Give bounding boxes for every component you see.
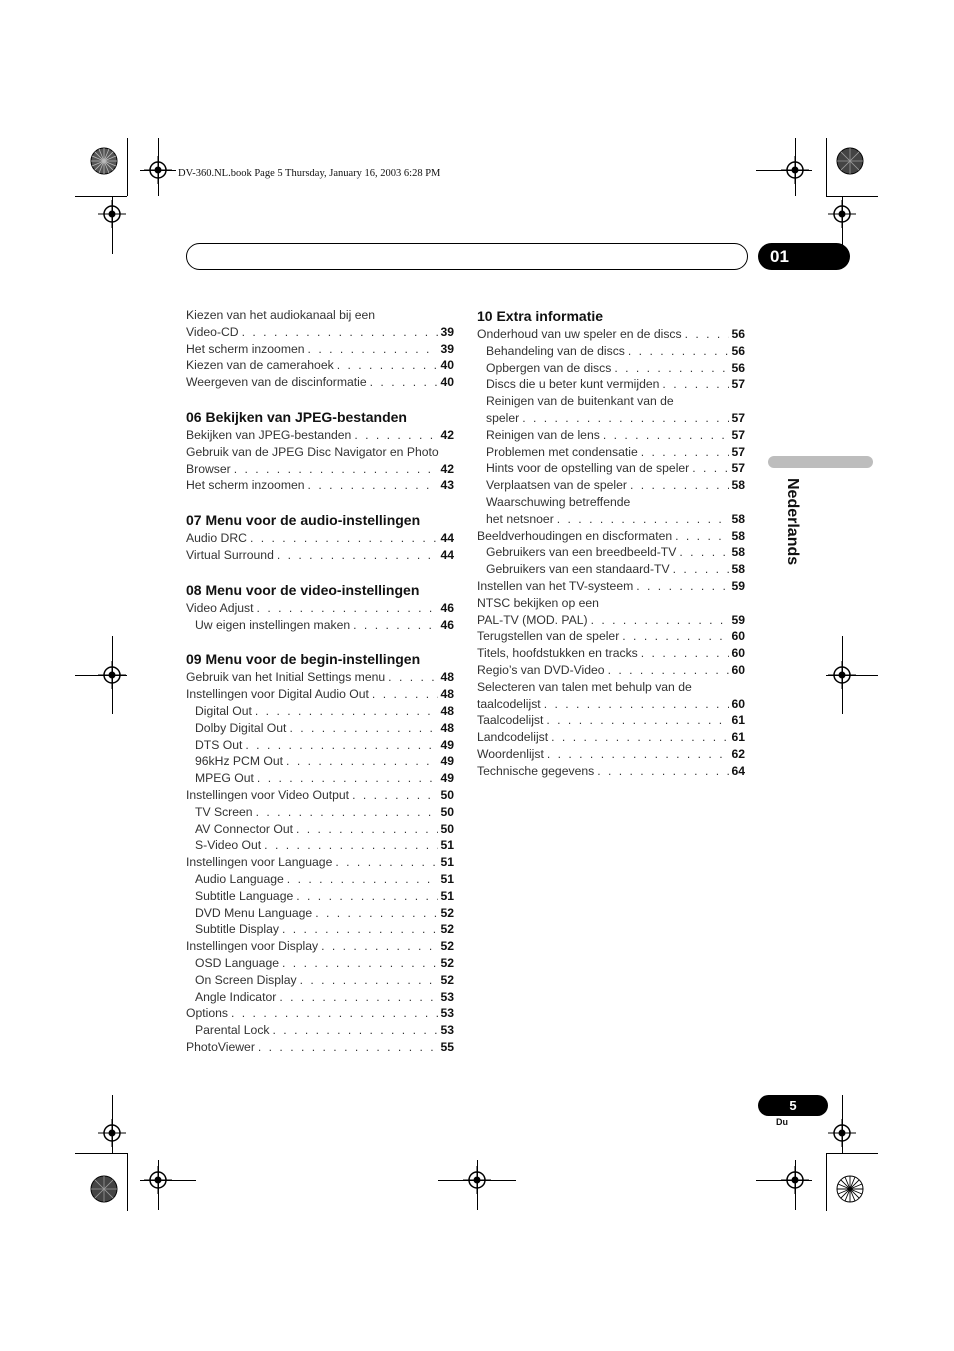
toc-page-number: 64: [731, 763, 745, 778]
print-info: DV-360.NL.book Page 5 Thursday, January 16, 2003 6:28 PM: [178, 168, 441, 179]
toc-leader-dots: [603, 427, 730, 444]
toc-entry[interactable]: [186, 938, 454, 955]
toc-entry-title: S-Video Out: [195, 838, 262, 853]
toc-page-number: 58: [731, 528, 745, 543]
toc-entry-title: OSD Language: [195, 955, 280, 970]
toc-leader-dots: [591, 612, 730, 629]
language-tab: [783, 478, 803, 578]
toc-leader-dots: [630, 477, 730, 494]
toc-leader-dots: [622, 628, 729, 645]
toc-entry-title: Titels, hoofdstukken en tracks: [477, 646, 638, 661]
toc-entry[interactable]: [186, 1022, 454, 1039]
toc-leader-dots: [353, 617, 438, 634]
toc-entry[interactable]: [477, 427, 745, 444]
toc-leader-dots: [372, 686, 439, 703]
toc-entry[interactable]: [186, 324, 454, 341]
toc-entry[interactable]: [186, 989, 454, 1006]
toc-leader-dots: [308, 341, 439, 358]
toc-page-number: 52: [440, 972, 454, 987]
toc-entry-title: Reinigen van de lens: [486, 427, 600, 442]
toc-entry-title: Opbergen van de discs: [486, 360, 612, 375]
toc-entry-title: Parental Lock: [195, 1023, 270, 1038]
toc-page-number: 42: [440, 461, 454, 476]
toc-entry[interactable]: [186, 686, 454, 703]
toc-entry[interactable]: [477, 511, 745, 528]
toc-leader-dots: [300, 972, 439, 989]
toc-entry[interactable]: [186, 972, 454, 989]
language-tab-label: Nederlands: [784, 478, 801, 566]
toc-leader-dots: [282, 955, 438, 972]
toc-entry-title: On Screen Display: [195, 972, 297, 987]
toc-leader-dots: [242, 324, 439, 341]
toc-entry-title: Instellingen voor Display: [186, 939, 319, 954]
toc-leader-dots: [258, 1039, 439, 1056]
toc-leader-dots: [673, 561, 730, 578]
toc-leader-dots: [321, 938, 438, 955]
registration-mark-icon: [98, 1119, 126, 1147]
toc-leader-dots: [597, 763, 729, 780]
toc-entry-title: PAL-TV (MOD. PAL): [477, 612, 588, 627]
toc-leader-dots: [289, 720, 438, 737]
toc-leader-dots: [662, 376, 729, 393]
toc-entry[interactable]: [477, 360, 745, 377]
toc-page-number: 58: [731, 562, 745, 577]
toc-leader-dots: [234, 461, 439, 478]
toc-entry[interactable]: [186, 1039, 454, 1056]
toc-entry-title: Regio’s van DVD-Video: [477, 662, 605, 677]
toc-entry-title: Uw eigen instellingen maken: [195, 617, 351, 632]
toc-page-number: 59: [731, 612, 745, 627]
toc-page-number: 60: [731, 662, 745, 677]
toc-page-number: 61: [731, 713, 745, 728]
toc-leader-dots: [546, 712, 729, 729]
toc-entry[interactable]: [477, 444, 745, 461]
toc-page-number: 57: [731, 377, 745, 392]
toc-entry-title: Onderhoud van uw speler en de discs: [477, 327, 682, 341]
toc-entry[interactable]: [477, 561, 745, 578]
toc-entry[interactable]: [186, 341, 454, 358]
toc-entry-title: Taalcodelijst: [477, 713, 544, 728]
registration-mark-icon: [828, 1119, 856, 1147]
toc-page-number: 57: [731, 410, 745, 425]
toc-page-number: 57: [731, 461, 745, 476]
toc-leader-dots: [286, 753, 438, 770]
toc-entry-title: Gebruikers van een breedbeeld-TV: [486, 545, 677, 560]
toc-entry[interactable]: [477, 460, 745, 477]
toc-page-number: 39: [440, 324, 454, 339]
toc-page-number: 60: [731, 646, 745, 661]
toc-entry-title: Bekijken van JPEG-bestanden: [186, 427, 352, 442]
toc-entry[interactable]: [477, 343, 745, 360]
toc-leader-dots: [692, 460, 729, 477]
toc-entry[interactable]: [186, 617, 454, 634]
toc-entry-title: Video-CD: [186, 324, 239, 339]
toc-entry[interactable]: [477, 645, 745, 662]
toc-page-number: 50: [440, 821, 454, 836]
toc-page-number: 51: [440, 855, 454, 870]
toc-leader-dots: [264, 837, 438, 854]
toc-entry[interactable]: [186, 804, 454, 821]
toc-entry-title: Beeldverhoudingen en discformaten: [477, 528, 673, 543]
registration-mark-icon: [828, 661, 856, 689]
toc-entry-title: AV Connector Out: [195, 821, 293, 836]
toc-entry-title: Browser: [186, 461, 231, 476]
toc-entry[interactable]: [186, 854, 454, 871]
toc-leader-dots: [636, 578, 729, 595]
toc-leader-dots: [335, 854, 438, 871]
toc-entry-title: Instellen van het TV-systeem: [477, 578, 634, 593]
toc-page-number: 52: [440, 955, 454, 970]
toc-page-number: 43: [440, 478, 454, 493]
toc-page-number: 48: [440, 720, 454, 735]
toc-page-number: 46: [440, 617, 454, 632]
registration-mark-icon: [781, 1166, 809, 1194]
toc-entry[interactable]: [186, 669, 454, 686]
toc-leader-dots: [277, 547, 439, 564]
toc-entry-title: Subtitle Display: [195, 922, 279, 937]
toc-left-column: [186, 307, 454, 1056]
toc-text-line: Gebruik van de JPEG Disc Navigator en Photo: [186, 444, 439, 459]
toc-leader-dots: [608, 662, 730, 679]
toc-leader-dots: [287, 871, 439, 888]
toc-page-number: 50: [440, 804, 454, 819]
toc-entry[interactable]: [477, 628, 745, 645]
toc-leader-dots: [522, 410, 729, 427]
print-rosette-icon: [836, 1175, 864, 1203]
toc-entry-title: Terugstellen van de speler: [477, 629, 620, 644]
toc-page-number: 52: [440, 922, 454, 937]
toc-entry[interactable]: [186, 427, 454, 444]
toc-leader-dots: [628, 343, 730, 360]
toc-entry[interactable]: [477, 746, 745, 763]
toc-page-number: 52: [440, 905, 454, 920]
toc-entry[interactable]: [477, 612, 745, 629]
toc-page-number: 51: [440, 871, 454, 886]
toc-page-number: 52: [440, 939, 454, 954]
toc-entry[interactable]: [186, 921, 454, 938]
toc-page-number: 56: [731, 327, 745, 341]
toc-leader-dots: [315, 905, 438, 922]
toc-entry[interactable]: [186, 787, 454, 804]
toc-page-number: 46: [440, 600, 454, 615]
toc-leader-dots: [257, 600, 439, 617]
toc-entry-title: Virtual Surround: [186, 547, 274, 562]
toc-entry-title: Gebruikers van een standaard-TV: [486, 562, 670, 577]
toc-leader-dots: [641, 645, 730, 662]
toc-entry-title: Subtitle Language: [195, 888, 294, 903]
toc-entry[interactable]: [186, 871, 454, 888]
page-number: 5: [758, 1095, 828, 1116]
toc-entry-title: Audio DRC: [186, 531, 247, 546]
toc-page-number: 53: [440, 989, 454, 1004]
toc-entry[interactable]: [186, 753, 454, 770]
toc-entry-title: Digital Out: [195, 703, 252, 718]
toc-entry[interactable]: [477, 712, 745, 729]
toc-page-number: 58: [731, 511, 745, 526]
toc-leader-dots: [641, 444, 730, 461]
toc-entry-title: 96kHz PCM Out: [195, 754, 284, 769]
toc-text-line: Kiezen van het audiokanaal bij een: [186, 308, 376, 322]
toc-page-number: 59: [731, 578, 745, 593]
toc-page-number: 48: [440, 670, 454, 685]
registration-mark-icon: [463, 1166, 491, 1194]
toc-entry-title: speler: [486, 410, 520, 425]
toc-leader-dots: [551, 729, 729, 746]
toc-section-heading[interactable]: 07 Menu voor de audio-instellingen: [186, 512, 421, 529]
toc-leader-dots: [557, 511, 730, 528]
toc-page-number: 40: [440, 375, 454, 390]
toc-entry-title: TV Screen: [195, 804, 253, 819]
toc-entry[interactable]: [186, 821, 454, 838]
toc-leader-dots: [547, 746, 730, 763]
toc-leader-dots: [245, 737, 438, 754]
toc-entry[interactable]: [186, 888, 454, 905]
toc-entry[interactable]: [186, 374, 454, 391]
toc-leader-dots: [544, 696, 730, 713]
toc-leader-dots: [388, 669, 438, 686]
toc-leader-dots: [296, 888, 438, 905]
toc-entry[interactable]: [186, 530, 454, 547]
toc-entry-title: PhotoViewer: [186, 1039, 255, 1054]
toc-leader-dots: [257, 770, 439, 787]
toc-entry[interactable]: [186, 703, 454, 720]
toc-section-heading[interactable]: 06 Bekijken van JPEG-bestanden: [186, 408, 407, 425]
toc-entry-title: Options: [186, 1006, 229, 1021]
toc-page-number: 50: [440, 787, 454, 802]
toc-entry-title: Landcodelijst: [477, 730, 549, 745]
toc-page-number: 57: [731, 427, 745, 442]
chapter-number: 01: [758, 243, 850, 270]
toc-entry[interactable]: [186, 547, 454, 564]
toc-entry-title: Audio Language: [195, 871, 284, 886]
toc-leader-dots: [296, 821, 438, 838]
toc-entry-title: Instellingen voor Language: [186, 855, 333, 870]
print-rosette-icon: [90, 1175, 118, 1203]
toc-entry[interactable]: [186, 955, 454, 972]
toc-leader-dots: [231, 1005, 438, 1022]
toc-entry-title: DTS Out: [195, 737, 243, 752]
toc-entry-title: DVD Menu Language: [195, 905, 313, 920]
registration-mark-icon: [98, 200, 126, 228]
toc-leader-dots: [273, 1022, 439, 1039]
toc-page-number: 40: [440, 358, 454, 373]
toc-leader-dots: [256, 804, 439, 821]
registration-mark-icon: [98, 661, 126, 689]
toc-page-number: 42: [440, 427, 454, 442]
toc-entry-title: Hints voor de opstelling van de speler: [486, 461, 690, 476]
toc-leader-dots: [250, 530, 438, 547]
toc-leader-dots: [614, 360, 729, 377]
toc-page-number: 60: [731, 696, 745, 711]
toc-leader-dots: [370, 374, 439, 391]
toc-entry-title: Woordenlijst: [477, 746, 544, 761]
toc-entry-title: Technische gegevens: [477, 763, 595, 778]
toc-page-number: 39: [440, 341, 454, 356]
toc-entry-title: Problemen met condensatie: [486, 444, 638, 459]
toc-page-number: 44: [440, 547, 454, 562]
toc-entry-title: het netsnoer: [486, 511, 554, 526]
toc-entry[interactable]: [477, 763, 745, 780]
registration-mark-icon: [144, 156, 172, 184]
toc-right-column: [477, 307, 745, 780]
toc-section-heading[interactable]: 10 Extra informatie: [477, 308, 604, 324]
toc-leader-dots: [685, 326, 730, 343]
toc-page-number: 55: [440, 1039, 454, 1054]
registration-mark-icon: [144, 1166, 172, 1194]
toc-page-number: 49: [440, 771, 454, 786]
toc-leader-dots: [679, 544, 729, 561]
toc-page-number: 48: [440, 703, 454, 718]
toc-entry[interactable]: [477, 410, 745, 427]
toc-entry[interactable]: [186, 461, 454, 478]
toc-entry[interactable]: [186, 905, 454, 922]
toc-entry-title: Het scherm inzoomen: [186, 478, 305, 493]
toc-leader-dots: [308, 477, 439, 494]
toc-entry-title: Gebruik van het Initial Settings menu: [186, 670, 386, 685]
toc-entry[interactable]: [477, 528, 745, 545]
toc-leader-dots: [279, 989, 438, 1006]
toc-entry-title: MPEG Out: [195, 771, 254, 786]
toc-page-number: 53: [440, 1023, 454, 1038]
toc-page-number: 49: [440, 754, 454, 769]
toc-entry-title: Verplaatsen van de speler: [486, 478, 627, 493]
toc-text-line: Selecteren van talen met behulp van de: [477, 679, 692, 694]
toc-section-heading[interactable]: 08 Menu voor de video-instellingen: [186, 581, 420, 598]
toc-entry[interactable]: [477, 696, 745, 713]
toc-text-line: Waarschuwing betreffende: [486, 494, 631, 509]
toc-entry-title: Behandeling van de discs: [486, 343, 625, 358]
toc-entry[interactable]: [186, 770, 454, 787]
toc-page-number: 61: [731, 730, 745, 745]
toc-leader-dots: [352, 787, 438, 804]
toc-entry-title: Weergeven van de discinformatie: [186, 375, 367, 390]
registration-mark-icon: [781, 156, 809, 184]
toc-text-line: Reinigen van de buitenkant van de: [486, 394, 674, 409]
toc-entry[interactable]: [477, 578, 745, 595]
language-code: Du: [776, 1117, 788, 1127]
toc-entry[interactable]: [477, 477, 745, 494]
toc-page-number: 62: [731, 746, 745, 761]
toc-leader-dots: [337, 357, 439, 374]
toc-entry[interactable]: [477, 544, 745, 561]
language-tab-bar: [768, 456, 873, 468]
toc-page-number: 56: [731, 343, 745, 358]
print-rosette-icon: [90, 147, 118, 175]
toc-entry-title: Het scherm inzoomen: [186, 341, 305, 356]
toc-entry[interactable]: [186, 837, 454, 854]
toc-entry-title: Instellingen voor Video Output: [186, 787, 350, 802]
toc-text-line: NTSC bekijken op een: [477, 595, 599, 610]
toc-entry[interactable]: [186, 1005, 454, 1022]
toc-page-number: 58: [731, 545, 745, 560]
toc-entry[interactable]: [477, 376, 745, 393]
toc-entry-title: Dolby Digital Out: [195, 720, 287, 735]
toc-entry-title: taalcodelijst: [477, 696, 541, 711]
toc-page-number: 49: [440, 737, 454, 752]
toc-leader-dots: [282, 921, 438, 938]
toc-entry[interactable]: [186, 737, 454, 754]
toc-leader-dots: [675, 528, 729, 545]
toc-page-number: 48: [440, 687, 454, 702]
print-rosette-icon: [836, 147, 864, 175]
toc-entry-title: Discs die u beter kunt vermijden: [486, 377, 660, 392]
toc-entry[interactable]: [186, 357, 454, 374]
toc-entry[interactable]: [186, 720, 454, 737]
toc-page-number: 51: [440, 888, 454, 903]
toc-entry-title: Video Adjust: [186, 600, 254, 615]
toc-entry-title: Angle Indicator: [195, 989, 277, 1004]
toc-entry[interactable]: [186, 477, 454, 494]
header-bar: [186, 243, 748, 270]
toc-page-number: 53: [440, 1006, 454, 1021]
registration-mark-icon: [828, 200, 856, 228]
toc-page-number: 57: [731, 444, 745, 459]
toc-page-number: 56: [731, 360, 745, 375]
toc-section-heading[interactable]: 09 Menu voor de begin-instellingen: [186, 651, 421, 668]
toc-entry[interactable]: [186, 600, 454, 617]
toc-entry-title: Instellingen voor Digital Audio Out: [186, 687, 369, 702]
toc-leader-dots: [354, 427, 438, 444]
toc-page-number: 44: [440, 531, 454, 546]
toc-leader-dots: [255, 703, 439, 720]
toc-entry[interactable]: [477, 729, 745, 746]
toc-entry[interactable]: [477, 326, 745, 343]
toc-page-number: 60: [731, 629, 745, 644]
toc-entry[interactable]: [477, 662, 745, 679]
toc-entry-title: Kiezen van de camerahoek: [186, 358, 334, 373]
toc-page-number: 58: [731, 478, 745, 493]
toc-page-number: 51: [440, 838, 454, 853]
